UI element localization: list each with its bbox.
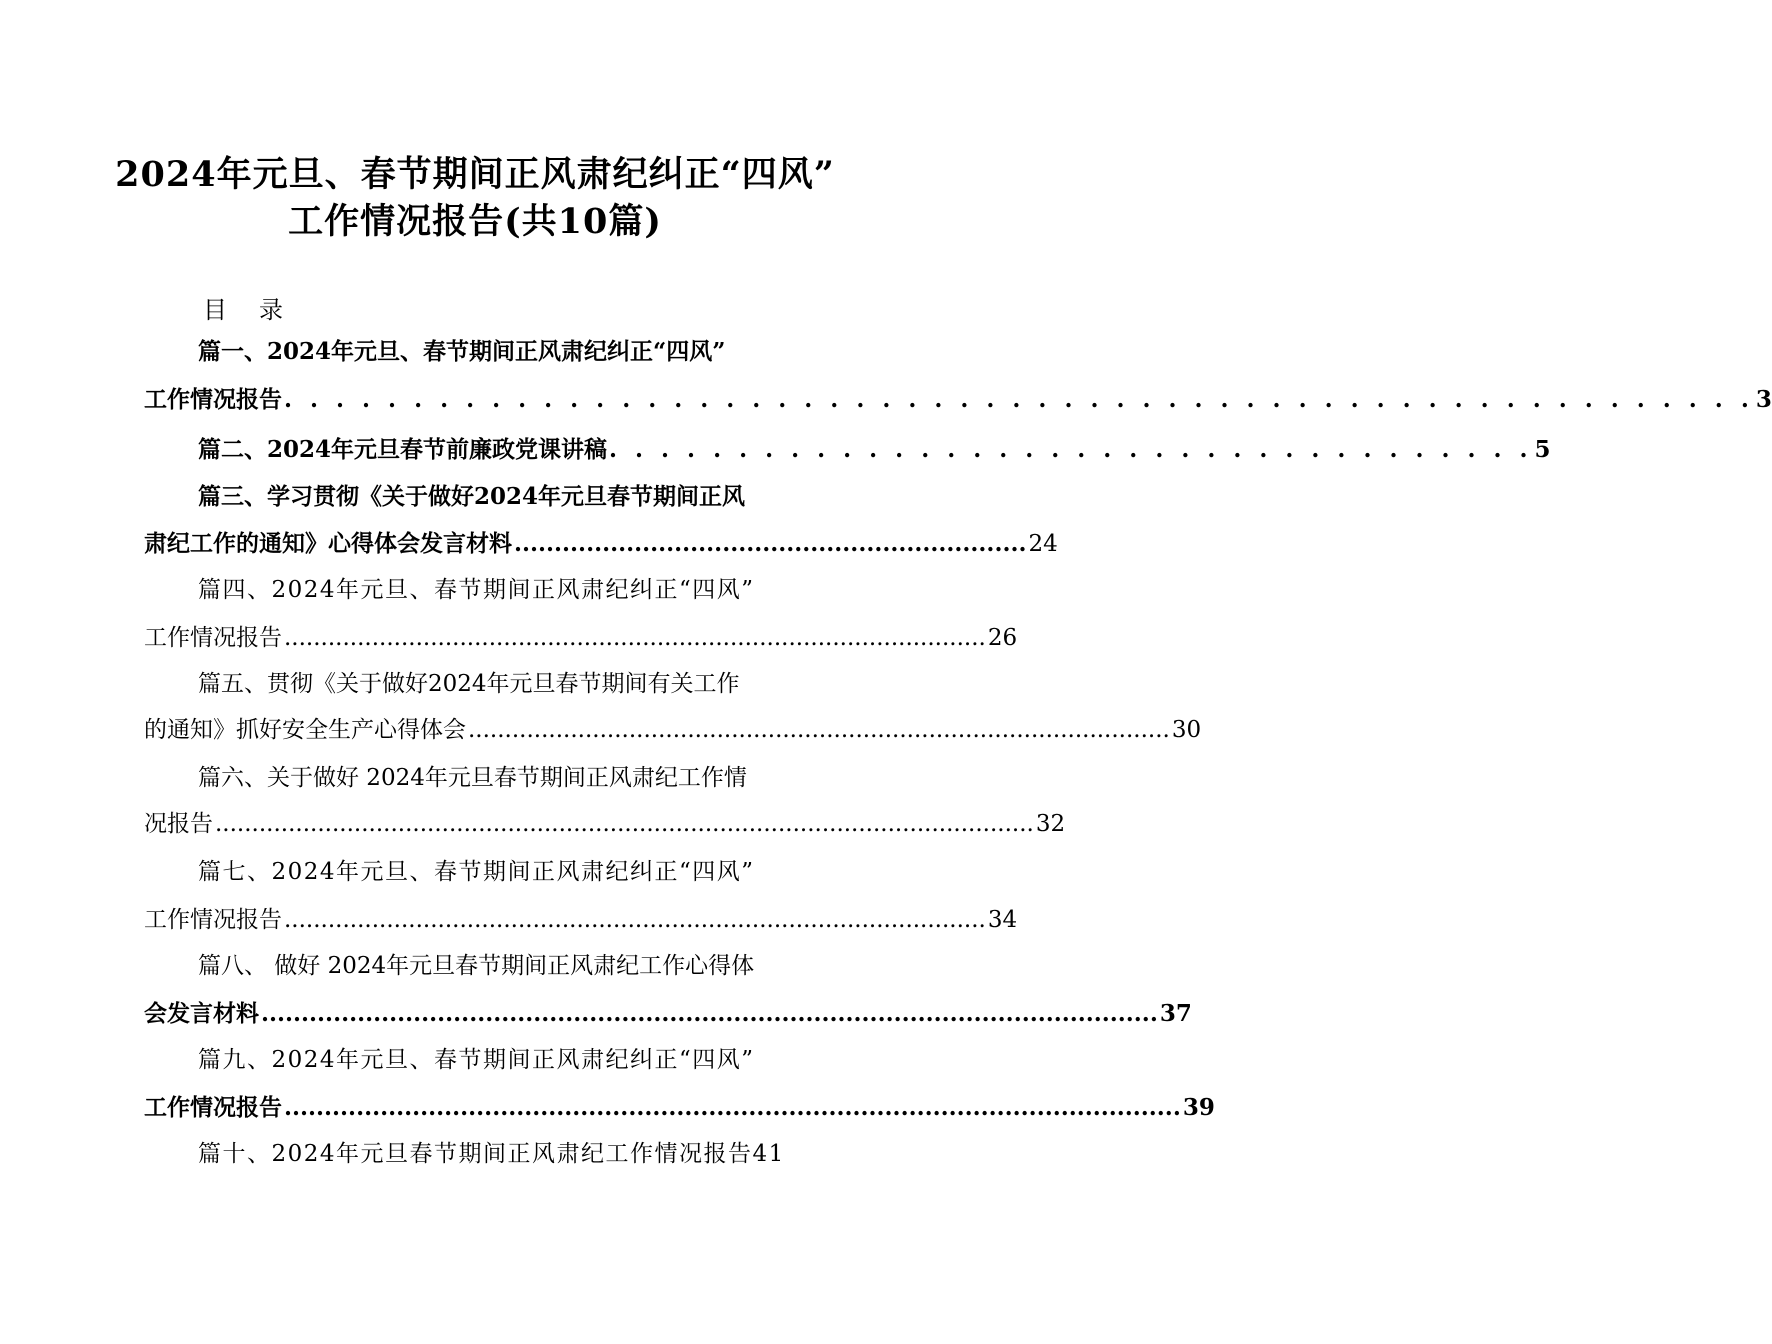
toc-entry-5-row: [144, 712, 1202, 748]
toc-entry-5-page: 30: [1171, 717, 1202, 743]
toc-entry-8-leader: ................................................................................................................: [261, 1000, 1158, 1027]
toc-entry-7-leader: ................................................................................................: [284, 907, 986, 933]
toc-entry-3-line-1: 篇三、学习贯彻《关于做好2024年元旦春节期间正风: [198, 483, 746, 510]
toc-entry-10-row: [198, 1136, 785, 1172]
toc-entry-4-line-2: 工作情况报告: [144, 625, 282, 651]
toc-entry-2-page: 5: [1534, 436, 1551, 463]
toc-entry-8-line-1: 篇八、 做好 2024年元旦春节期间正风肃纪工作心得体: [198, 953, 755, 979]
toc-entry-6-line-2: 况报告: [144, 811, 213, 837]
toc-entry-4-page: 26: [987, 625, 1018, 651]
toc-entry-10-line-1: 篇十、2024年元旦春节期间正风肃纪工作情况报告: [198, 1141, 753, 1167]
toc-entry-7-line-2: 工作情况报告: [144, 907, 282, 933]
toc-entry-9-line-1: 篇九、2024年元旦、春节期间正风肃纪纠正“四风”: [198, 1047, 755, 1073]
toc-entry-5-leader: ................................................................................................: [468, 717, 1170, 743]
toc-entry-2-line-1: 篇二、2024年元旦春节前廉政党课讲稿: [198, 436, 608, 463]
toc-entry-1-line-2: 工作情况报告: [144, 386, 282, 413]
toc-entry-6-leader: ................................................................................................................: [215, 811, 1034, 837]
toc-entry-4-row: [144, 620, 1018, 656]
toc-entry-8-line-2: 会发言材料: [144, 1000, 259, 1027]
toc-entry-1-page: 3: [1755, 386, 1772, 413]
toc-entry-6-page: 32: [1035, 811, 1066, 837]
toc-entry-1-line-1: 篇一、2024年元旦、春节期间正风肃纪纠正“四风”: [198, 338, 726, 365]
toc-heading-char-1: 目: [203, 296, 227, 324]
toc-entry-9-line-2: 工作情况报告: [144, 1094, 282, 1121]
toc-entry-6-line-1: 篇六、关于做好 2024年元旦春节期间正风肃纪工作情: [198, 765, 747, 791]
toc-entry-9-page: 39: [1182, 1094, 1215, 1121]
toc-entry-4-line-1: 篇四、2024年元旦、春节期间正风肃纪纠正“四风”: [198, 577, 755, 603]
toc-entry-9-leader: ................................................................................................................: [284, 1094, 1181, 1121]
toc-entry-5-line-2: 的通知》抓好安全生产心得体会: [144, 717, 466, 743]
toc-entry-3-leader: ................................................................: [514, 530, 1027, 557]
toc-entry-10-page: 41: [752, 1141, 785, 1167]
toc-heading-char-2: 录: [259, 296, 283, 324]
toc-entry-7-line-1: 篇七、2024年元旦、春节期间正风肃纪纠正“四风”: [198, 859, 755, 885]
toc-entry-2-leader: . . . . . . . . . . . . . . . . . . . . . . . . . . . . . . . . . . . .: [609, 436, 1533, 463]
toc-entry-2-row: [198, 432, 1551, 468]
document-title-line-2: 工作情况报告(共10篇): [288, 201, 662, 242]
toc-entry-6-row: [144, 806, 1066, 842]
toc-entry-7-row: [144, 902, 1018, 938]
toc-entry-3-line-2: 肃纪工作的通知》心得体会发言材料: [144, 530, 512, 557]
toc-entry-1-row: [144, 382, 1772, 418]
toc-entry-5-line-1: 篇五、贯彻《关于做好2024年元旦春节期间有关工作: [198, 671, 740, 697]
toc-entry-4-leader: ................................................................................................: [284, 625, 986, 651]
toc-entry-8-page: 37: [1159, 1000, 1192, 1027]
toc-entry-3-row: [144, 526, 1058, 562]
toc-entry-9-row: [144, 1090, 1215, 1126]
document-title-line-1: 2024年元旦、春节期间正风肃纪纠正“四风”: [115, 154, 835, 195]
toc-heading: [203, 292, 283, 328]
toc-entry-3-page: 24: [1028, 531, 1058, 557]
toc-entry-7-page: 34: [987, 907, 1018, 933]
toc-entry-1-leader: . . . . . . . . . . . . . . . . . . . . . . . . . . . . . . . . . . . . . . . . . . . . . . . . . . . . . . . . .: [284, 386, 1754, 413]
toc-entry-8-row: [144, 996, 1192, 1032]
